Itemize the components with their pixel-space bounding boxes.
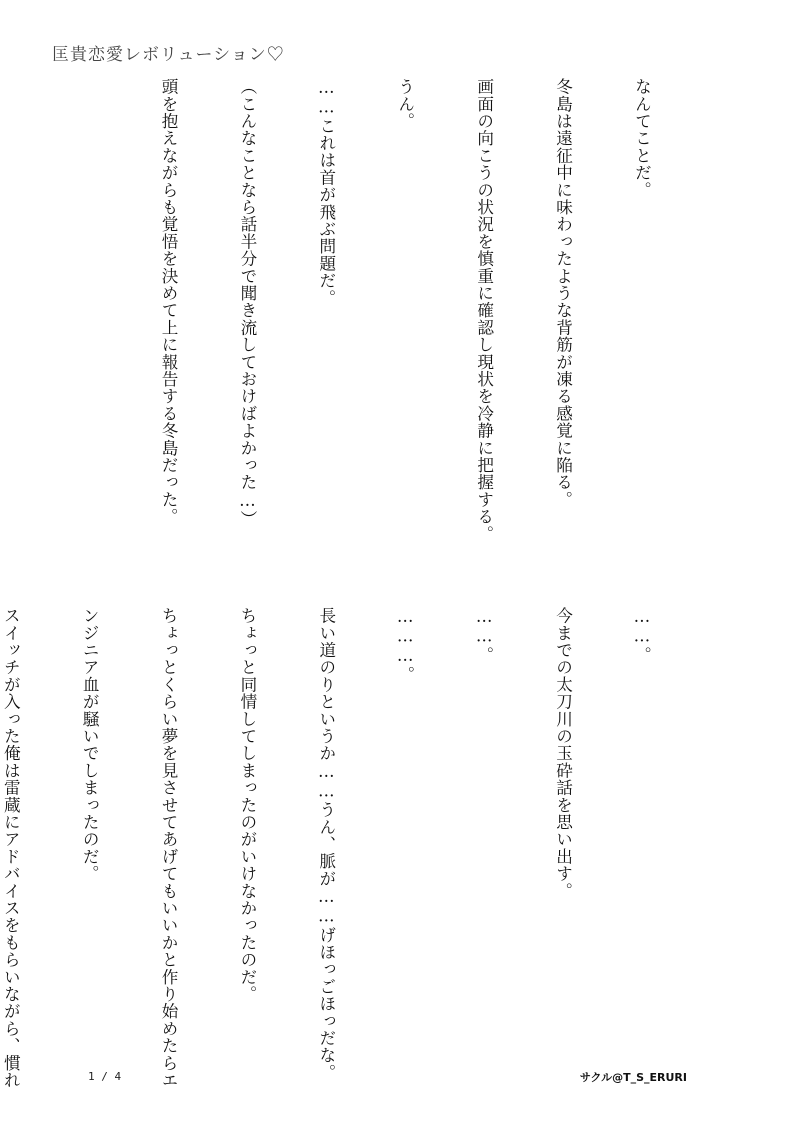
document-title: 匡貴恋愛レボリューション♡ <box>52 45 285 65</box>
text-line: うん。 <box>395 78 415 130</box>
text-line: ちょっと同情してしまったのがいけなかったのだ。 <box>237 607 257 1003</box>
text-line: 冬島は遠征中に味わったような背筋が凍る感覚に陥る。 <box>553 78 573 508</box>
text-line: ……。 <box>632 607 652 664</box>
text-line: ………。 <box>395 607 415 683</box>
circle-credit: サクル@T_S_ERURI <box>579 1071 687 1084</box>
text-line: なんてことだ。 <box>632 78 652 199</box>
text-line: ……これは首が飛ぶ問題だ。 <box>316 78 336 307</box>
text-line: 画面の向こうの状況を慎重に確認し現状を冷静に把握する。 <box>474 78 494 543</box>
page-number: 1 / 4 <box>88 1070 122 1083</box>
text-line: 長い道のりというか……うん、脈が……げほっごほっだな。 <box>316 607 336 1081</box>
text-line: 頭を抱えながらも覚悟を決めて上に報告する冬島だった。 <box>159 78 179 526</box>
text-line: 今までの太刀川の玉砕話を思い出す。 <box>553 607 573 900</box>
text-line: ……。 <box>474 607 494 664</box>
upper-text-block <box>0 78 707 578</box>
text-line: （こんなことなら話半分で聞き流しておけばよかった…） <box>237 78 257 528</box>
text-line: ちょっとくらい夢を見させてあげてもいいかと作り始めたらエ <box>159 607 179 1089</box>
text-line: ンジニア血が騒いでしまったのだ。 <box>80 607 100 883</box>
text-line: スイッチが入った俺は雷蔵にアドバイスをもらいながら、慣れ <box>1 607 21 1089</box>
